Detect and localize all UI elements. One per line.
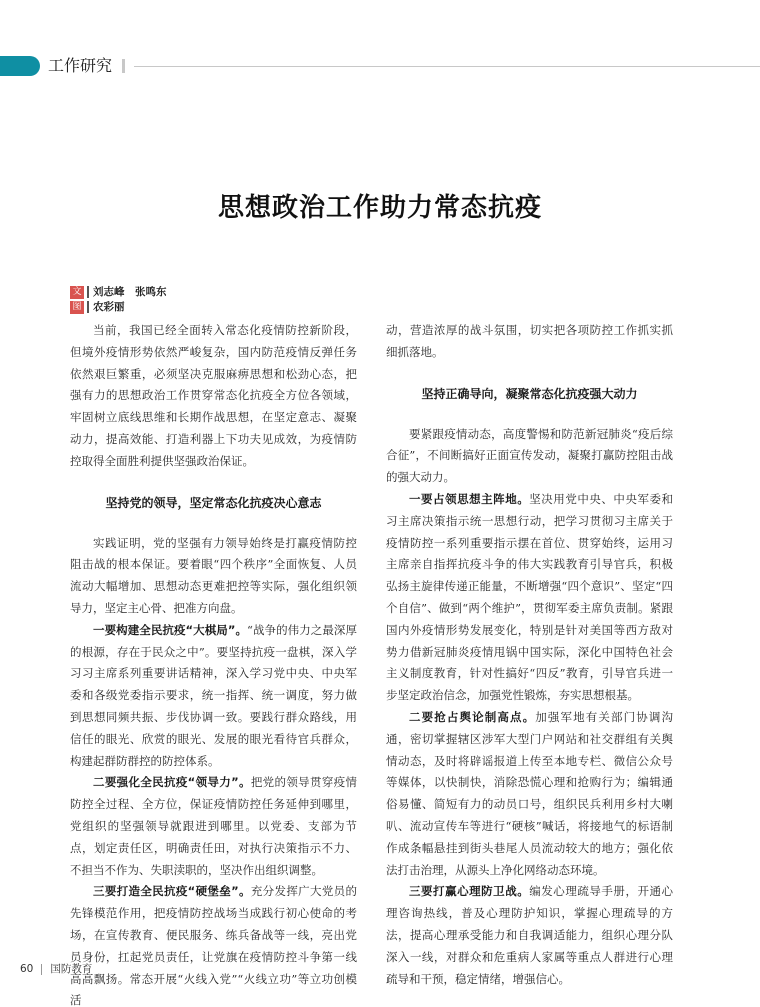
paragraph: 一要占领思想主阵地。坚决用党中央、中央军委和习主席决策指示统一思想行动，把学习贯彻习主席关于疫情防控一系列重要指示摆在首位、贯穿始终，运用习主席亲自指挥抗疫斗争的伟大实践教育引导官兵，积极弘扬主旋律传递正能量，不断增强“四个意识”、坚定“四个自信”、做到“两个维护”，贯彻军委主席负责制。紧跟国内外疫情形势发展变化，特别是针对美国等西方敌对势力借新冠肺炎疫情甩锅中国实际，深化中国特色社会主义制度教育，针对性搞好“四反”教育，引导官兵进一步坚定政治信念，加强党性锻炼，夯实思想根基。 bbox=[386, 491, 674, 703]
paragraph: 二要抢占舆论制高点。加强军地有关部门协调沟通，密切掌握辖区涉军大型门户网站和社交群组有关舆情动态，及时将辟谣报道上传至本地专栏、微信公众号等媒体，以快制快，消除恐慌心理和抢购行为；编辑通俗易懂、简短有力的动员口号，组织民兵利用乡村大喇叭、流动宣传车等进行“硬核”喊话，将接地气的标语制作成条幅悬挂到街头巷尾人员流动较大的地方；强化依法打击治理，从源头上净化网络动态环境。 bbox=[386, 709, 673, 877]
section-heading: 坚持党的领导，坚定常态化抗疫决心意志 bbox=[105, 495, 322, 510]
image-authors: 农彩丽 bbox=[93, 301, 125, 313]
paragraph: 一要构建全民抗疫“大棋局”。“战争的伟力之最深厚的根源，存在于民众之中”。要坚持抗疫一盘棋，深入学习习主席系列重要讲话精神，深入学习党中央、中央军委和各级党委指示要求，统一指挥、统一调度，努力做到思想同频共振、步伐协调一致。要践行群众路线，用信任的眼光、欣赏的眼光、发展的眼光看待官兵群众，构建起群防群控的防控体系。 bbox=[70, 622, 357, 768]
page-footer bbox=[20, 962, 92, 976]
image-badge: 图 bbox=[70, 301, 84, 314]
paragraph-continued: 动，营造浓厚的战斗氛围，切实把各项防控工作抓实抓细抓落地。 bbox=[386, 323, 673, 359]
text-authors: 刘志峰 张鸣东 bbox=[93, 286, 167, 298]
journal-name: 国防教育 bbox=[50, 963, 93, 975]
section-title: 工作研究 bbox=[48, 56, 113, 75]
paragraph: 二要强化全民抗疫“领导力”。把党的领导贯穿疫情防控全过程、全方位，保证疫情防控任务延伸到哪里，党组织的坚强领导就跟进到哪里。以党委、支部为节点，划定责任区，明确责任田，对执行决策指示不力、不担当不作为、失职渎职的，坚决作出组织调整。 bbox=[70, 775, 357, 877]
paragraph: 要紧跟疫情动态，高度警惕和防范新冠肺炎“疫后综合征”，不间断搞好正面宣传发动，凝聚打赢防控阻击战的强大动力。 bbox=[386, 426, 673, 485]
header-rule bbox=[134, 66, 760, 67]
paragraph-lead: 一要构建全民抗疫“大棋局”。 bbox=[93, 622, 248, 637]
section-heading: 坚持正确导向，凝聚常态化抗疫强大动力 bbox=[421, 386, 638, 401]
paragraph-lead: 三要打造全民抗疫“硬堡垒”。 bbox=[93, 884, 251, 899]
right-column bbox=[386, 320, 673, 990]
paragraph: 当前，我国已经全面转入常态化疫情防控新阶段，但境外疫情形势依然严峻复杂，国内防范疫情反弹任务依然艰巨繁重，必须坚决克服麻痹思想和松劲心态，把强有力的思想政治工作贯穿常态化抗疫全方位各领域，牢固树立底线思维和长期作战思想，在坚定意志、凝聚动力，提高效能、打造利器上下功夫见成效，为疫情防控取得全面胜利提供坚强政治保证。 bbox=[70, 323, 357, 468]
paragraph-lead: 一要占领思想主阵地。 bbox=[409, 491, 530, 506]
byline-text-authors bbox=[70, 285, 167, 299]
byline-divider bbox=[87, 286, 89, 298]
section-tab-marker bbox=[0, 56, 40, 76]
byline-divider bbox=[87, 301, 89, 313]
header-divider bbox=[122, 59, 125, 73]
footer-divider bbox=[41, 964, 42, 975]
left-column bbox=[70, 320, 357, 1007]
article-title: 思想政治工作助力常态抗疫 bbox=[217, 193, 542, 223]
text-badge: 文 bbox=[70, 286, 84, 299]
paragraph-lead: 二要强化全民抗疫“领导力”。 bbox=[93, 775, 251, 790]
paragraph: 三要打造全民抗疫“硬堡垒”。充分发挥广大党员的先锋模范作用，把疫情防控战场当成践行初心使命的考场，在宣传教育、便民服务、练兵备战等一线，亮出党员身份，扛起党员责任，让党旗在疫情防控斗争第一线高高飘扬。常态开展“火线入党”“火线立功”等立功创模活 bbox=[70, 884, 357, 1007]
paragraph-lead: 三要打赢心理防卫战。 bbox=[409, 884, 530, 899]
paragraph-lead: 二要抢占舆论制高点。 bbox=[409, 709, 536, 724]
byline-image-authors bbox=[70, 300, 125, 314]
page-number: 60 bbox=[20, 963, 34, 975]
paragraph: 实践证明，党的坚强有力领导始终是打赢疫情防控阻击战的根本保证。要着眼“四个秩序”全面恢复、人员流动大幅增加、思想动态更难把控等实际，强化组织领导力，坚定主心骨、把准方向盘。 bbox=[70, 535, 357, 615]
paragraph: 三要打赢心理防卫战。编发心理疏导手册，开通心理咨询热线，普及心理防护知识，掌握心理疏导的方法，提高心理承受能力和自我调适能力，组织心理分队深入一线，对群众和危重病人家属等重点人群进行心理疏导和干预，稳定情绪，增强信心。 bbox=[386, 884, 674, 986]
